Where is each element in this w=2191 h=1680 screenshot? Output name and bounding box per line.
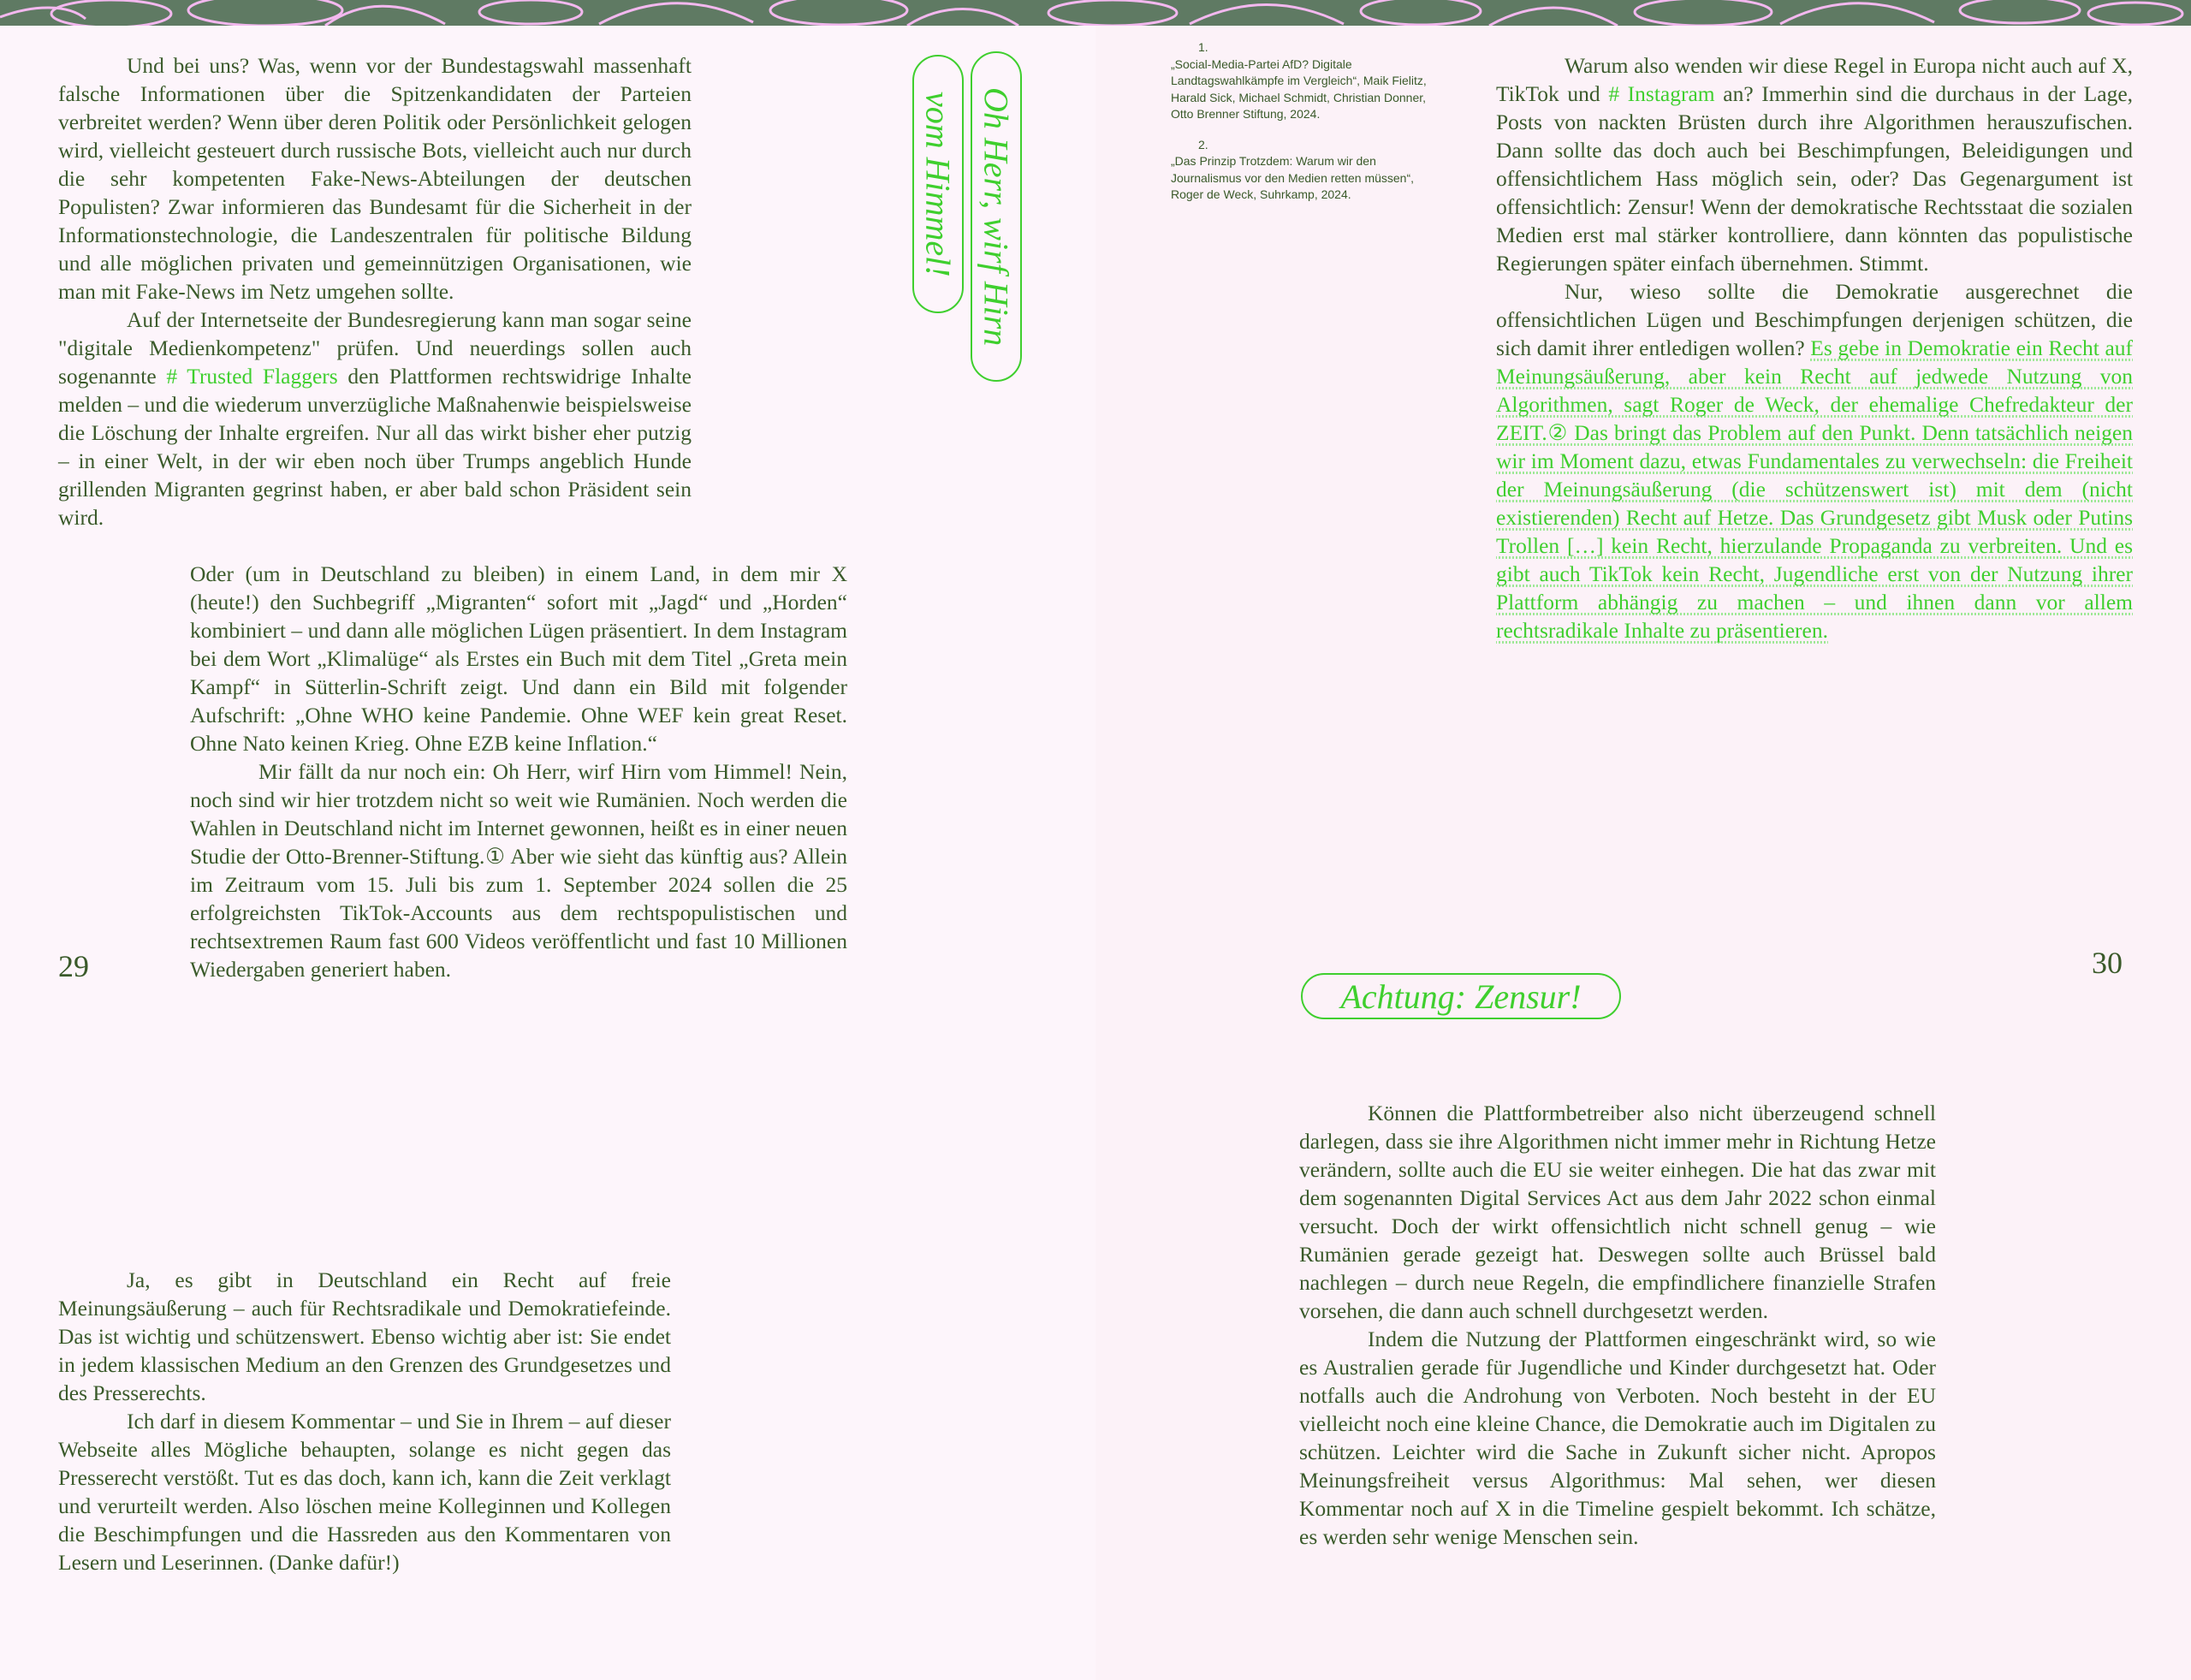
paragraph: Oder (um in Deutschland zu bleiben) in einem Land, in dem mir X (heute!) den Suchbegriff „Migranten“ sofort mit „Jagd“ und „Horden“ kombiniert – und dann alle möglichen Lügen präsentiert. In dem Instagram bei dem Wort „Klimalüge“ als Erstes ein Buch mit dem Titel „Greta mein Kampf“ in Sütterlin-Schrift zeigt. Und dann ein Bild mit folgender Aufschrift: „Ohne WHO keine Pandemie. Ohne WEF kein great Reset. Ohne Nato keinen Krieg. Ohne EZB keine Inflation.“ (190, 561, 847, 756)
right-column-block-1 (1496, 51, 2133, 644)
hashtag-link-instagram[interactable]: # Instagram (1608, 81, 1715, 106)
right-column-block-2 (1299, 1099, 1936, 1551)
page-number-right: 30 (2092, 946, 2123, 980)
paragraph (58, 306, 692, 531)
footnote-number: 2. (1198, 137, 1208, 151)
page-number-left: 29 (58, 949, 89, 983)
footnote-1 (1171, 39, 1445, 123)
header-band (0, 0, 2191, 26)
text-run: den Plattformen rechtswidrige Inhalte melden – und die wiederum unverzügliche Maßnahenwie beispielsweise die Löschung der Inhalte ergreifen. Nur all das wirkt bisher eher putzig – in einer Welt, in der wir eben noch über Trumps angeblich Hunde grillenden Migranten gegrinst haben, er aber bald schon Präsident sein wird. (58, 364, 692, 530)
paragraph (1496, 277, 2133, 644)
pull-quote-horizontal (1301, 973, 1621, 1019)
footnote-text: „Das Prinzip Trotzdem: Warum wir den Journalismus vor den Medien retten müssen“, Roger de Weck, Suhrkamp, 2024. (1171, 154, 1415, 201)
text-run: Auf der Internetseite der Bundesregierung kann man sogar seine "digitale Medienkompetenz" prüfen. Und neuerdings sollen auch sogenannte (58, 307, 692, 389)
paragraph: Können die Plattformbetreiber also nicht überzeugend schnell darlegen, dass sie ihre Algorithmen nicht immer mehr in Richtung Hetze verändern, sollte auch die EU sie weiter einhegen. Die hat das zwar mit dem sogenannten Digital Services Act aus dem Jahr 2022 schon einmal versucht. Doch der wirkt offensichtlich nicht schnell genug – wie Rumänien gerade gezeigt hat. Deswegen sollte auch Brüssel bald nachlegen – durch neue Regeln, die empfindlichere finanzielle Strafen vorsehen, die dann auch schnell durchgesetzt werden. (1299, 1101, 1936, 1323)
footnote-number: 1. (1198, 40, 1208, 54)
pull-quote-text: Oh Herr, wirf Hirn (977, 86, 1016, 347)
text-run: Nur, wieso sollte die Demokratie ausgerechnet die offensichtlichen Lügen und Beschimpfungen derjenigen schützen, die sich damit ihrer entledigen wollen? (1496, 279, 2133, 360)
paragraph: Ich darf in diesem Kommentar – und Sie in Ihrem – auf dieser Webseite alles Mögliche behaupten, solange es nicht gegen das Presserecht verstößt. Tut es das doch, kann ich, kann die Zeit verklagt und verurteilt werden. Also löschen meine Kolleginnen und Kollegen die Beschimpfungen und die Hassreden aus den Kommentaren von Lesern und Leserinnen. (Danke dafür!) (58, 1409, 671, 1575)
footnote-text: „Social-Media-Partei AfD? Digitale Landtagswahlkämpfe im Vergleich“, Maik Fielitz, Harald Sick, Michael Schmidt, Christian Donner, Otto Brenner Stiftung, 2024. (1171, 56, 1427, 121)
script-lettering-decoration (0, 0, 2191, 26)
pull-quote-vertical-2 (912, 55, 964, 313)
left-column-block-1 (58, 51, 692, 531)
pull-quote-vertical-1 (971, 51, 1022, 382)
left-column-block-2 (190, 560, 847, 983)
hashtag-link-trusted-flaggers[interactable]: # Trusted Flaggers (166, 364, 338, 389)
left-column-block-3 (58, 1266, 671, 1576)
text-run: Warum also wenden wir diese Regel in Europa nicht auch auf X, TikTok und (1496, 53, 2133, 106)
pull-quote-text: Achtung: Zensur! (1340, 977, 1582, 1016)
highlighted-quote[interactable]: Es gebe in Demokratie ein Recht auf Meinungsäußerung, aber kein Recht auf jedwede Nutzung von Algorithmen, sagt Roger de Weck, der ehemalige Chefredakteur der ZEIT.② Das bringt das Problem auf den Punkt. Denn tatsächlich neigen wir im Moment dazu, etwas Fundamentales zu verwechseln: die Freiheit der Meinungsäußerung (die schützenswert ist) mit dem (nicht existierenden) Recht auf Hetze. Das Grundgesetz gibt Musk oder Putins Trollen […] kein Recht, hierzulande Propaganda zu verbreiten. Und es gibt auch TikTok kein Recht, Jugendliche erst von der Nutzung ihrer Plattform abhängig zu machen – und ihnen dann vor allem rechtsradikale Inhalte zu präsentieren. (1496, 335, 2134, 643)
footnote-2 (1171, 137, 1445, 204)
text-run: an? Immerhin sind die durchaus in der Lage, Posts von nackten Brüsten durch ihre Algorithmen herauszufischen. Dann sollte das doch auch bei Beschimpfungen, Beleidigungen und offensichtlichem Hass möglich sein, oder? Das Gegenargument ist offensichtlich: Zensur! Wenn der demokratische Rechtsstaat die sozialen Medien erst mal stärker kontrolliere, dann könnten das populistische Regierungen später einfach übernehmen. Stimmt. (1496, 81, 2134, 276)
pull-quote-text: vom Himmel! (918, 91, 958, 277)
paragraph: Und bei uns? Was, wenn vor der Bundestagswahl massenhaft falsche Informationen über die Spitzenkandidaten der Parteien verbreitet werden? Wenn über deren Politik oder Persönlichkeit gelogen wird, vielleicht gesteuert durch russische Bots, vielleicht auch nur durch die sehr kompetenten Fake-News-Abteilungen der deutschen Populisten? Zwar informieren das Bundesamt für die Sicherheit in der Informationstechnologie, die Landeszentralen für politische Bildung und alle möglichen privaten und gemeinnützigen Organisationen, wie man mit Fake-News im Netz umgehen sollte. (58, 53, 692, 304)
paragraph: Ja, es gibt in Deutschland ein Recht auf freie Meinungsäußerung – auch für Rechtsradikale und Demokratiefeinde. Das ist wichtig und schützenswert. Ebenso wichtig aber ist: Sie endet in jedem klassischen Medium an den Grenzen des Grundgesetzes und des Presserechts. (58, 1267, 671, 1405)
paragraph: Mir fällt da nur noch ein: Oh Herr, wirf Hirn vom Himmel! Nein, noch sind wir hier trotzdem nicht so weit wie Rumänien. Noch werden die Wahlen in Deutschland nicht im Internet gewonnen, heißt es in einer neuen Studie der Otto-Brenner-Stiftung.① Aber wie sieht das künftig aus? Allein im Zeitraum vom 15. Juli bis zum 1. September 2024 sollen die 25 erfolgreichsten TikTok-Accounts aus dem rechtspopulistischen und rechtsextremen Raum fast 600 Videos veröffentlicht und fast 10 Millionen Wiedergaben generiert haben. (190, 759, 847, 982)
paragraph: Indem die Nutzung der Plattformen eingeschränkt wird, so wie es Australien gerade für Jugendliche und Kinder durchgesetzt hat. Oder notfalls auch die Androhung von Verboten. Noch besteht in der EU vielleicht noch eine kleine Chance, die Demokratie auch im Digitalen zu schützen. Leichter wird die Sache in Zukunft sicher nicht. Apropos Meinungsfreiheit versus Algorithmus: Mal sehen, wer diesen Kommentar noch auf X in die Timeline gespielt bekommt. Ich schätze, es werden sehr wenige Menschen sein. (1299, 1327, 1936, 1549)
paragraph (1496, 51, 2133, 277)
footnotes (1171, 39, 1445, 217)
